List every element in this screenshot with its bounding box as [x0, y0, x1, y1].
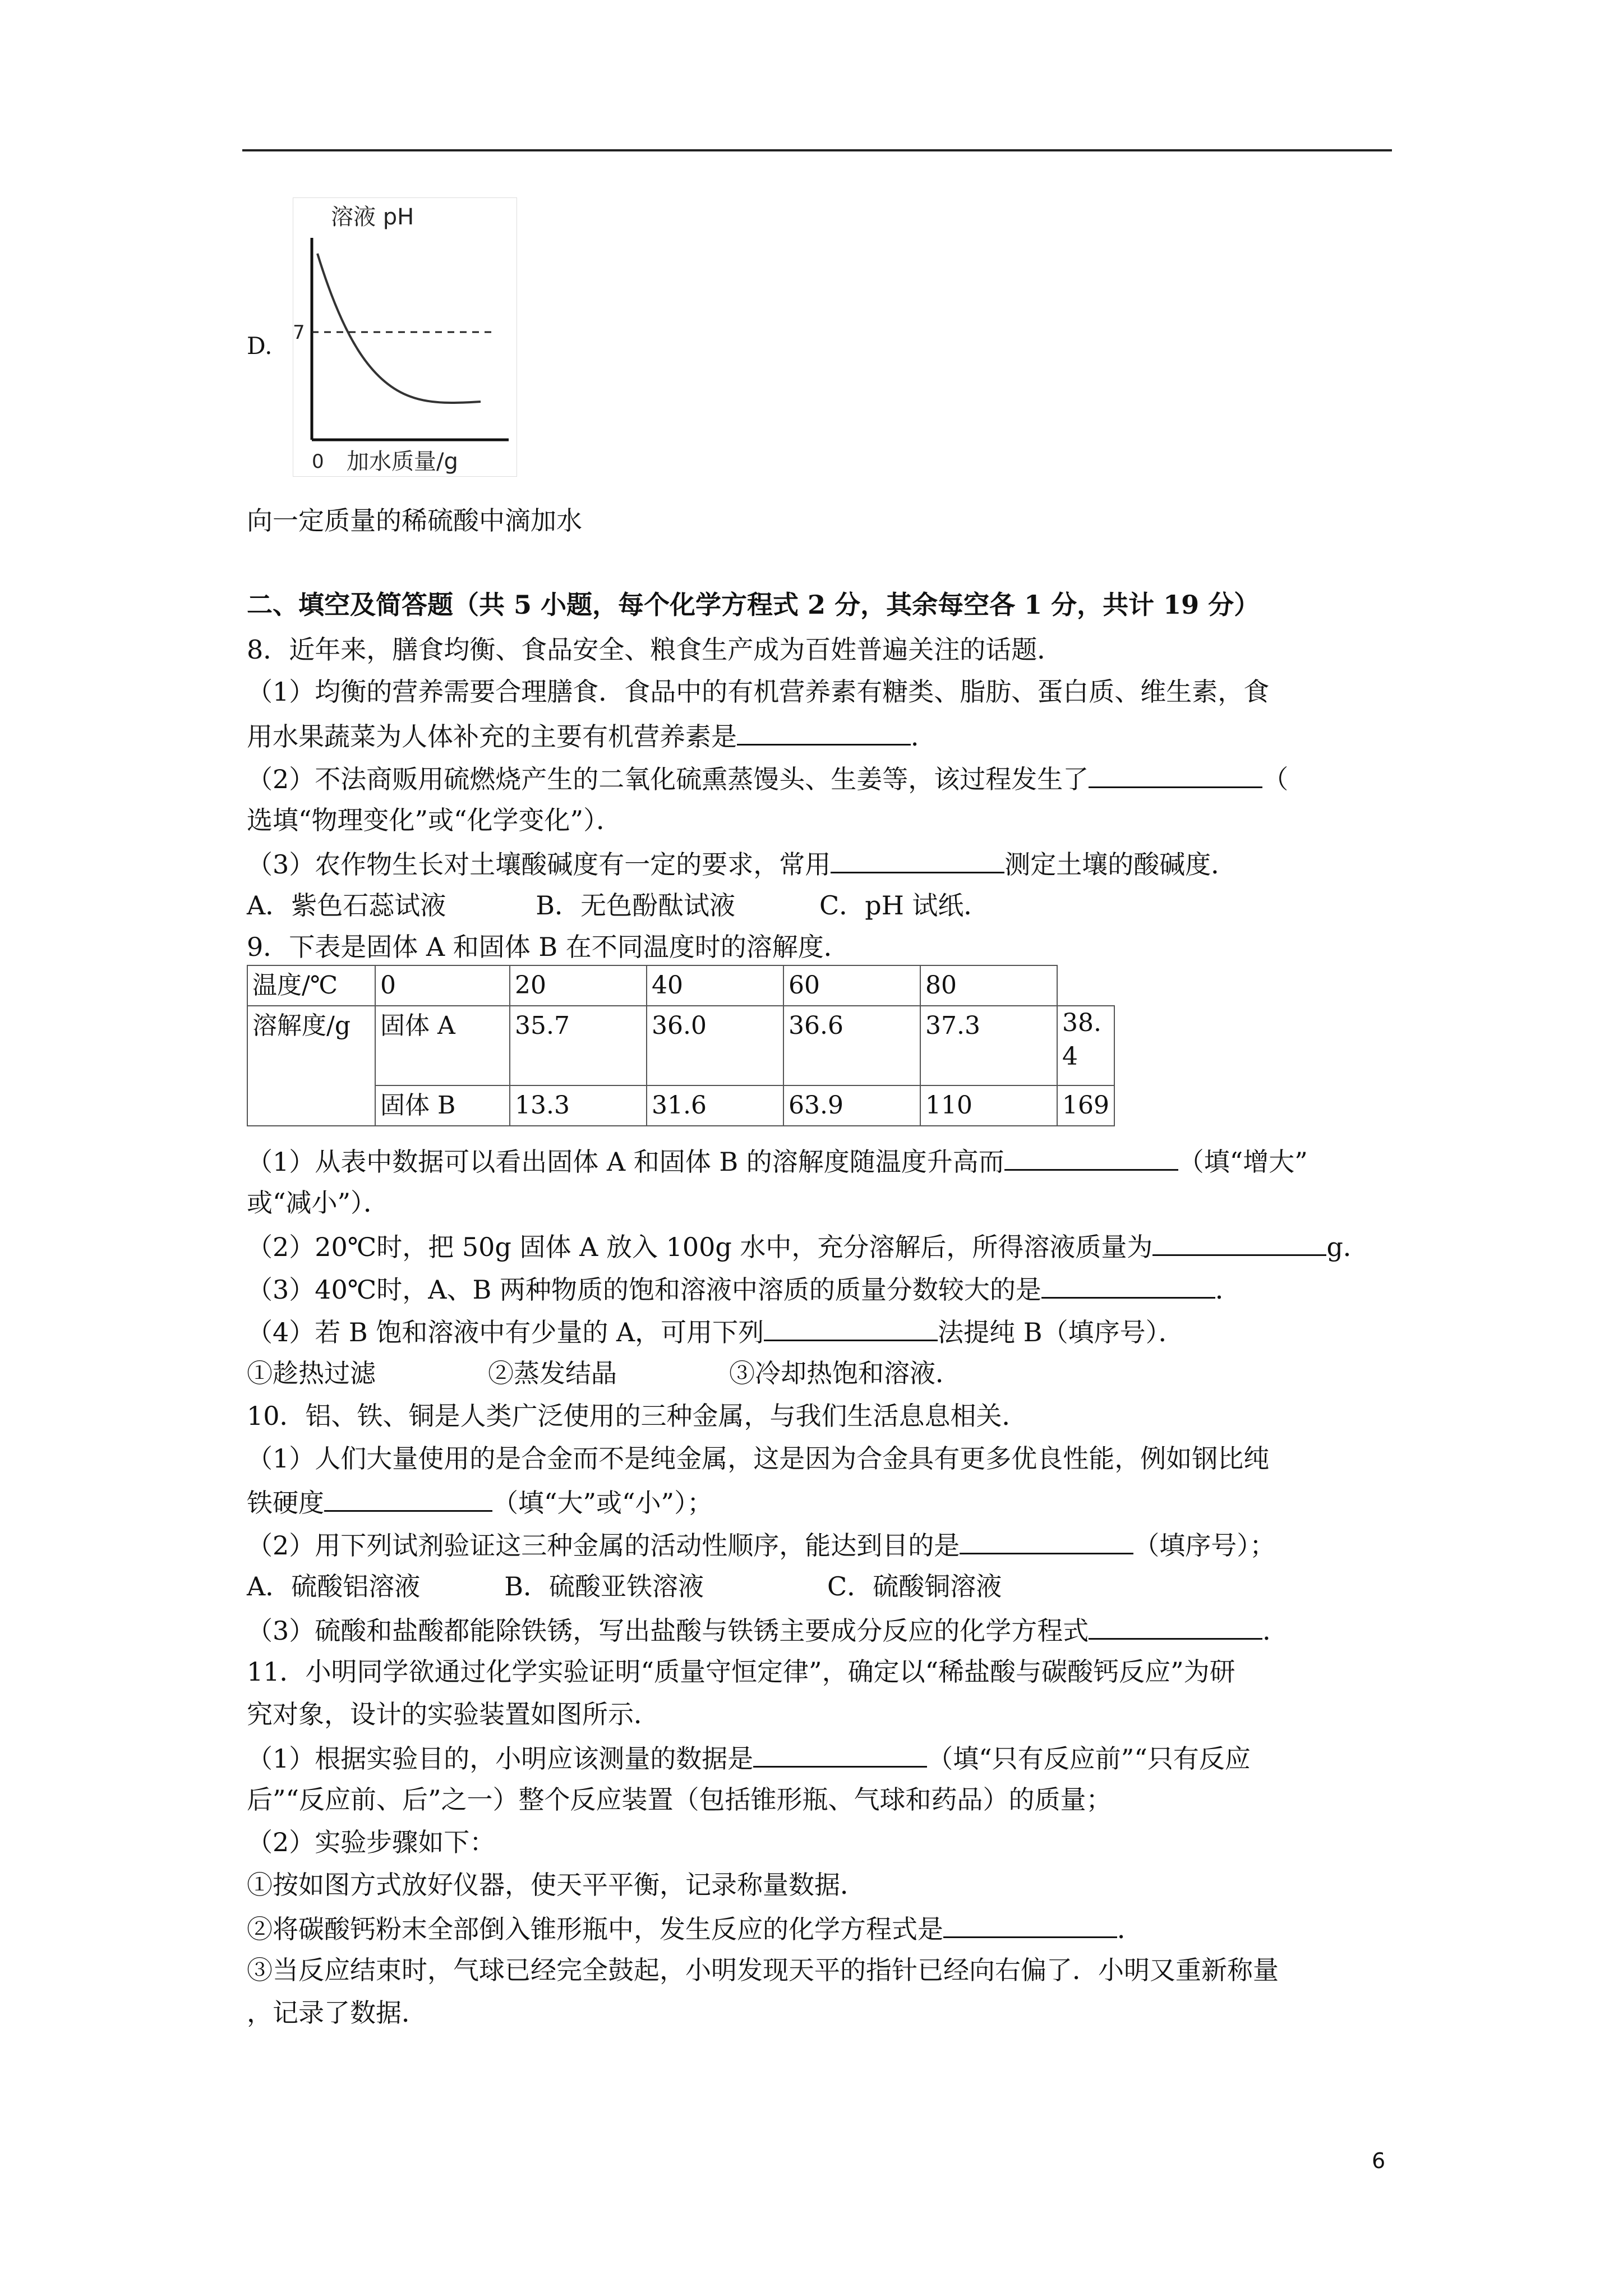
answer-blank[interactable] [831, 847, 1004, 873]
q8-p2-line2: 选填“物理变化”或“化学变化”）． [247, 805, 623, 835]
q8-p2-line1: （2）不法商贩用硫燃烧产生的二氧化硫熏蒸馒头、生姜等，该过程发生了 （ [247, 762, 1288, 795]
value-cell: 38. 4 [1057, 1006, 1114, 1085]
value-cell: 37.3 [920, 1006, 1057, 1085]
choice-b: B．无色酚酞试液 [536, 890, 736, 921]
value-cell: 13.3 [510, 1085, 647, 1126]
q9-p3: （3）40℃时，A、B 两种物质的饱和溶液中溶质的质量分数较大的是 ． [247, 1272, 1241, 1305]
q8-stem: 8．近年来，膳食均衡、食品安全、粮食生产成为百姓普遍关注的话题． [247, 634, 1063, 665]
q9-p1-line2: 或“减小”）． [247, 1188, 390, 1218]
temp-label-cell: 温度/℃ [247, 965, 375, 1006]
q9-stem: 9．下表是固体 A 和固体 B 在不同温度时的溶解度． [247, 932, 850, 962]
chart-frame [293, 197, 517, 477]
option-d-caption: 向一定质量的稀硫酸中滴加水 [247, 505, 582, 536]
temp-cell: 0 [375, 965, 510, 1006]
option-d-label: D. [247, 332, 273, 360]
q9-choices [247, 1358, 961, 1389]
temp-cell: 60 [783, 965, 920, 1006]
answer-blank[interactable] [943, 1912, 1117, 1938]
temp-cell: 80 [920, 965, 1057, 1006]
table-row [247, 1006, 1114, 1085]
q10-p1-line2: 铁硬度 （填“大”或“小”）； [247, 1485, 713, 1519]
table-row [247, 965, 1114, 1006]
q11-p1-line1: （1）根据实验目的，小明应该测量的数据是 （填“只有反应前”“只有反应 [247, 1741, 1251, 1774]
table-row [247, 1085, 1114, 1126]
answer-blank[interactable] [1089, 762, 1262, 788]
answer-blank[interactable] [1152, 1230, 1326, 1256]
choice-a: A．紫色石蕊试液 [247, 890, 446, 921]
value-cell: 36.6 [783, 1006, 920, 1085]
q11-p2: （2）实验步骤如下： [247, 1827, 496, 1857]
page-number: 6 [1372, 2148, 1386, 2173]
choice-1: ①趁热过滤 [247, 1358, 376, 1388]
answer-blank[interactable] [1004, 1144, 1178, 1171]
q9-p1-line1: （1）从表中数据可以看出固体 A 和固体 B 的溶解度随温度升高而 （填“增大” [247, 1144, 1308, 1177]
q8-p1-line1: （1）均衡的营养需要合理膳食．食品中的有机营养素有糖类、脂肪、蛋白质、维生素，食 [247, 677, 1270, 707]
section-heading: 二、填空及简答题（共 5 小题，每个化学方程式 2 分，其余每空各 1 分，共计 19 分） [247, 590, 1260, 620]
choice-b: B．硫酸亚铁溶液 [504, 1571, 704, 1602]
q10-stem: 10．铝、铁、铜是人类广泛使用的三种金属，与我们生活息息相关． [247, 1401, 1028, 1431]
choice-c: C．pH 试纸． [819, 890, 990, 921]
row-name-cell: 固体 A [375, 1006, 510, 1085]
answer-blank[interactable] [324, 1485, 492, 1512]
chart-y-label: 溶液 pH [331, 204, 414, 230]
temp-cell: 40 [647, 965, 783, 1006]
temp-cell: 20 [510, 965, 647, 1006]
choice-c: C．硫酸铜溶液 [827, 1571, 1002, 1602]
q11-step1: ①按如图方式放好仪器，使天平平衡，记录称量数据． [247, 1870, 866, 1900]
header-rule [242, 149, 1392, 151]
solubility-table [247, 965, 1115, 1126]
q9-p2: （2）20℃时，把 50g 固体 A 放入 100g 水中，充分溶解后，所得溶液质量为 g． [247, 1230, 1369, 1263]
answer-blank[interactable] [737, 719, 911, 746]
value-cell: 110 [920, 1085, 1057, 1126]
choice-3: ③冷却热饱和溶液． [729, 1358, 961, 1388]
choice-2: ②蒸发结晶 [488, 1358, 617, 1388]
q11-step2: ②将碳酸钙粉末全部倒入锥形瓶中，发生反应的化学方程式是 ． [247, 1912, 1143, 1945]
value-cell: 35.7 [510, 1006, 647, 1085]
q11-step3-line2: ，记录了数据． [247, 1998, 427, 2028]
q11-p1-line2: 后”“反应前、后”之一）整个反应装置（包括锥形瓶、气球和药品）的质量； [247, 1784, 1112, 1815]
value-cell: 36.0 [647, 1006, 783, 1085]
value-cell: 169 [1057, 1085, 1114, 1126]
choice-a: A．硫酸铝溶液 [247, 1571, 421, 1602]
answer-blank[interactable] [1041, 1272, 1215, 1299]
q10-p2: （2）用下列试剂验证这三种金属的活动性顺序，能达到目的是 （填序号）； [247, 1528, 1275, 1561]
value-cell: 31.6 [647, 1085, 783, 1126]
row-name-cell: 固体 B [375, 1085, 510, 1126]
q10-p3: （3）硫酸和盐酸都能除铁锈，写出盐酸与铁锈主要成分反应的化学方程式 ． [247, 1613, 1288, 1646]
q8-p1-line2: 用水果蔬菜为人体补充的主要有机营养素是 ． [247, 719, 937, 752]
chart-origin: 0 [312, 450, 324, 473]
answer-blank[interactable] [1089, 1613, 1262, 1640]
chart-x-label: 加水质量/g [347, 449, 458, 475]
answer-blank[interactable] [753, 1741, 927, 1768]
q10-choices [247, 1571, 1002, 1602]
solubility-label-cell: 溶解度/g [247, 1006, 375, 1126]
answer-blank[interactable] [764, 1315, 938, 1341]
q8-choices [247, 890, 989, 921]
ph-curve-chart [293, 197, 517, 477]
value-cell: 63.9 [783, 1085, 920, 1126]
q11-step3-line1: ③当反应结束时，气球已经完全鼓起，小明发现天平的指针已经向右偏了．小明又重新称量 [247, 1955, 1279, 1985]
q11-stem-line1: 11．小明同学欲通过化学实验证明“质量守恒定律”，确定以“稀盐酸与碳酸钙反应”为研 [247, 1657, 1235, 1687]
q8-p3: （3）农作物生长对土壤酸碱度有一定的要求，常用 测定土壤的酸碱度． [247, 847, 1237, 880]
q10-p1-line1: （1）人们大量使用的是合金而不是纯金属，这是因为合金具有更多优良性能，例如钢比纯 [247, 1443, 1270, 1474]
chart-y-tick-7: 7 [293, 321, 305, 344]
answer-blank[interactable] [960, 1528, 1133, 1554]
q11-stem-line2: 究对象，设计的实验装置如图所示． [247, 1699, 660, 1729]
q9-p4: （4）若 B 饱和溶液中有少量的 A，可用下列 法提纯 B（填序号）． [247, 1315, 1184, 1348]
ph-curve [317, 254, 481, 403]
